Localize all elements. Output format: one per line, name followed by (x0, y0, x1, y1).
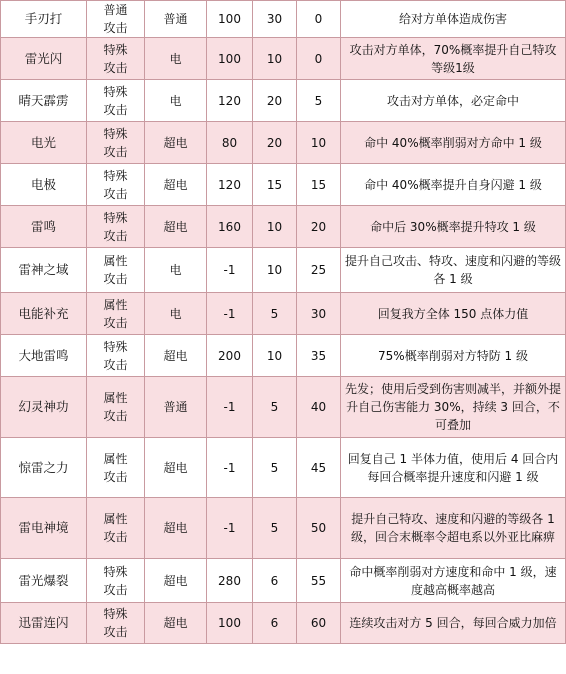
skill-power-cell: 80 (207, 122, 253, 164)
skill-category-cell (87, 164, 145, 206)
skill-effect-cell: 回复自己 1 半体力值，使用后 4 回合内每回合概率提升速度和闪避 1 级 (341, 438, 566, 498)
skill-row (1, 438, 566, 498)
skill-effect-cell: 75%概率削弱对方特防 1 级 (341, 335, 566, 377)
skill-category-line: 攻击 (103, 60, 128, 75)
skill-power-cell: 100 (207, 1, 253, 38)
skill-pp-cell: 5 (253, 498, 297, 559)
skill-power-cell: -1 (207, 293, 253, 335)
skill-category-line: 属性 (103, 254, 128, 268)
skill-type-cell: 超电 (145, 559, 207, 603)
skill-category-line: 属性 (103, 512, 128, 526)
skill-effect-cell: 先发；使用后受到伤害则减半，并额外提升自己伤害能力 30%，持续 3 回合，不可叠加 (341, 377, 566, 438)
skill-power-cell: -1 (207, 248, 253, 293)
skill-category-line: 攻击 (103, 409, 128, 423)
skill-pp-cell: 6 (253, 559, 297, 603)
skill-effect-cell: 给对方单体造成伤害 (341, 1, 566, 38)
skill-category-cell (87, 377, 145, 438)
skill-level-cell: 15 (297, 164, 341, 206)
skill-category-cell (87, 248, 145, 293)
skill-name-cell: 雷光闪 (1, 38, 87, 80)
skill-power-cell: -1 (207, 438, 253, 498)
skill-pp-cell: 10 (253, 248, 297, 293)
skill-category-line: 特殊 (103, 339, 128, 354)
skill-level-cell: 40 (297, 377, 341, 438)
skill-row (1, 377, 566, 438)
skill-type-cell: 普通 (145, 1, 207, 38)
skill-level-cell: 5 (297, 80, 341, 122)
skill-effect-cell: 连续攻击对方 5 回合，每回合威力加倍 (341, 603, 566, 644)
skill-name-cell: 雷鸣 (1, 206, 87, 248)
skill-type-cell: 超电 (145, 206, 207, 248)
skill-category-line: 特殊 (103, 126, 128, 141)
skill-name-cell: 手刃打 (1, 1, 87, 38)
skill-power-cell: -1 (207, 377, 253, 438)
skill-pp-cell: 20 (253, 80, 297, 122)
skill-category-line: 特殊 (103, 607, 128, 621)
skill-name-cell: 雷神之域 (1, 248, 87, 293)
skill-row (1, 80, 566, 122)
skill-category-cell (87, 335, 145, 377)
skill-name-cell: 幻灵神功 (1, 377, 87, 438)
skill-level-cell: 0 (297, 38, 341, 80)
skill-effect-cell: 命中 40%概率提升自身闪避 1 级 (341, 164, 566, 206)
skill-type-cell: 超电 (145, 438, 207, 498)
skill-power-cell: 100 (207, 38, 253, 80)
skill-row (1, 293, 566, 335)
skill-pp-cell: 10 (253, 206, 297, 248)
skill-row (1, 335, 566, 377)
skill-category-cell (87, 559, 145, 603)
skill-power-cell: 160 (207, 206, 253, 248)
skill-level-cell: 0 (297, 1, 341, 38)
skill-category-line: 攻击 (103, 357, 128, 372)
skill-row (1, 122, 566, 164)
skill-category-line: 攻击 (103, 272, 128, 286)
skill-type-cell: 电 (145, 80, 207, 122)
skill-category-line: 属性 (103, 451, 128, 466)
skill-type-cell: 普通 (145, 377, 207, 438)
skill-effect-cell: 提升自己特攻、速度和闪避的等级各 1 级，回合末概率令超电系以外亚比麻痹 (341, 498, 566, 559)
skill-category-line: 攻击 (103, 530, 128, 544)
skill-name-cell: 电极 (1, 164, 87, 206)
skill-category-line: 属性 (103, 297, 128, 312)
skill-type-cell: 电 (145, 293, 207, 335)
skill-category-cell (87, 1, 145, 38)
skill-category-cell (87, 80, 145, 122)
skill-power-cell: 280 (207, 559, 253, 603)
skill-pp-cell: 6 (253, 603, 297, 644)
skill-level-cell: 10 (297, 122, 341, 164)
skill-category-line: 攻击 (103, 21, 128, 35)
skill-table-body (1, 1, 566, 644)
skill-category-line: 特殊 (103, 210, 128, 225)
skill-row (1, 603, 566, 644)
skill-name-cell: 晴天霹雳 (1, 80, 87, 122)
skill-category-line: 攻击 (103, 102, 128, 117)
skill-name-cell: 雷光爆裂 (1, 559, 87, 603)
skill-row (1, 38, 566, 80)
skill-name-cell: 电光 (1, 122, 87, 164)
skill-power-cell: 200 (207, 335, 253, 377)
skill-category-line: 特殊 (103, 564, 128, 579)
skill-pp-cell: 5 (253, 438, 297, 498)
skill-category-line: 攻击 (103, 625, 128, 639)
skill-name-cell: 大地雷鸣 (1, 335, 87, 377)
skill-row (1, 559, 566, 603)
skill-category-line: 攻击 (103, 582, 128, 597)
skill-pp-cell: 10 (253, 38, 297, 80)
skill-pp-cell: 5 (253, 377, 297, 438)
skill-effect-cell: 提升自己攻击、特攻、速度和闪避的等级各 1 级 (341, 248, 566, 293)
skill-level-cell: 50 (297, 498, 341, 559)
skill-level-cell: 30 (297, 293, 341, 335)
skill-type-cell: 超电 (145, 122, 207, 164)
skill-category-cell (87, 603, 145, 644)
skill-effect-cell: 回复我方全体 150 点体力值 (341, 293, 566, 335)
skill-effect-cell: 命中 40%概率削弱对方命中 1 级 (341, 122, 566, 164)
skill-power-cell: 120 (207, 164, 253, 206)
skill-pp-cell: 15 (253, 164, 297, 206)
skill-name-cell: 电能补充 (1, 293, 87, 335)
skill-type-cell: 电 (145, 38, 207, 80)
skill-category-line: 攻击 (103, 144, 128, 159)
skill-type-cell: 超电 (145, 335, 207, 377)
skill-pp-cell: 5 (253, 293, 297, 335)
skill-type-cell: 超电 (145, 498, 207, 559)
skill-row (1, 1, 566, 38)
skill-category-line: 特殊 (103, 84, 128, 99)
skill-power-cell: -1 (207, 498, 253, 559)
skill-level-cell: 35 (297, 335, 341, 377)
skill-category-line: 特殊 (103, 168, 128, 183)
skill-level-cell: 55 (297, 559, 341, 603)
skill-category-cell (87, 122, 145, 164)
skill-type-cell: 超电 (145, 164, 207, 206)
skill-category-cell (87, 293, 145, 335)
skill-type-cell: 电 (145, 248, 207, 293)
skill-category-line: 攻击 (103, 228, 128, 243)
skill-pp-cell: 20 (253, 122, 297, 164)
skill-category-cell (87, 206, 145, 248)
skill-category-cell (87, 498, 145, 559)
skill-power-cell: 120 (207, 80, 253, 122)
skill-name-cell: 迅雷连闪 (1, 603, 87, 644)
skill-level-cell: 60 (297, 603, 341, 644)
skill-category-cell (87, 38, 145, 80)
skill-pp-cell: 30 (253, 1, 297, 38)
skill-category-line: 攻击 (103, 315, 128, 330)
skill-category-cell (87, 438, 145, 498)
skill-power-cell: 100 (207, 603, 253, 644)
skill-effect-cell: 攻击对方单体，70%概率提升自己特攻等级1级 (341, 38, 566, 80)
skill-category-line: 特殊 (103, 42, 128, 57)
skill-level-cell: 25 (297, 248, 341, 293)
skill-row (1, 498, 566, 559)
skill-category-line: 攻击 (103, 186, 128, 201)
skill-name-cell: 雷电神境 (1, 498, 87, 559)
skill-pp-cell: 10 (253, 335, 297, 377)
skill-effect-cell: 命中概率削弱对方速度和命中 1 级，速度越高概率越高 (341, 559, 566, 603)
skill-effect-cell: 命中后 30%概率提升特攻 1 级 (341, 206, 566, 248)
skill-row (1, 164, 566, 206)
skill-category-line: 攻击 (103, 469, 128, 484)
skill-type-cell: 超电 (145, 603, 207, 644)
skill-name-cell: 惊雷之力 (1, 438, 87, 498)
skill-category-line: 属性 (103, 391, 128, 405)
skill-effect-cell: 攻击对方单体，必定命中 (341, 80, 566, 122)
skill-level-cell: 20 (297, 206, 341, 248)
skill-level-cell: 45 (297, 438, 341, 498)
skill-row (1, 206, 566, 248)
skill-row (1, 248, 566, 293)
skill-category-line: 普通 (103, 3, 128, 17)
